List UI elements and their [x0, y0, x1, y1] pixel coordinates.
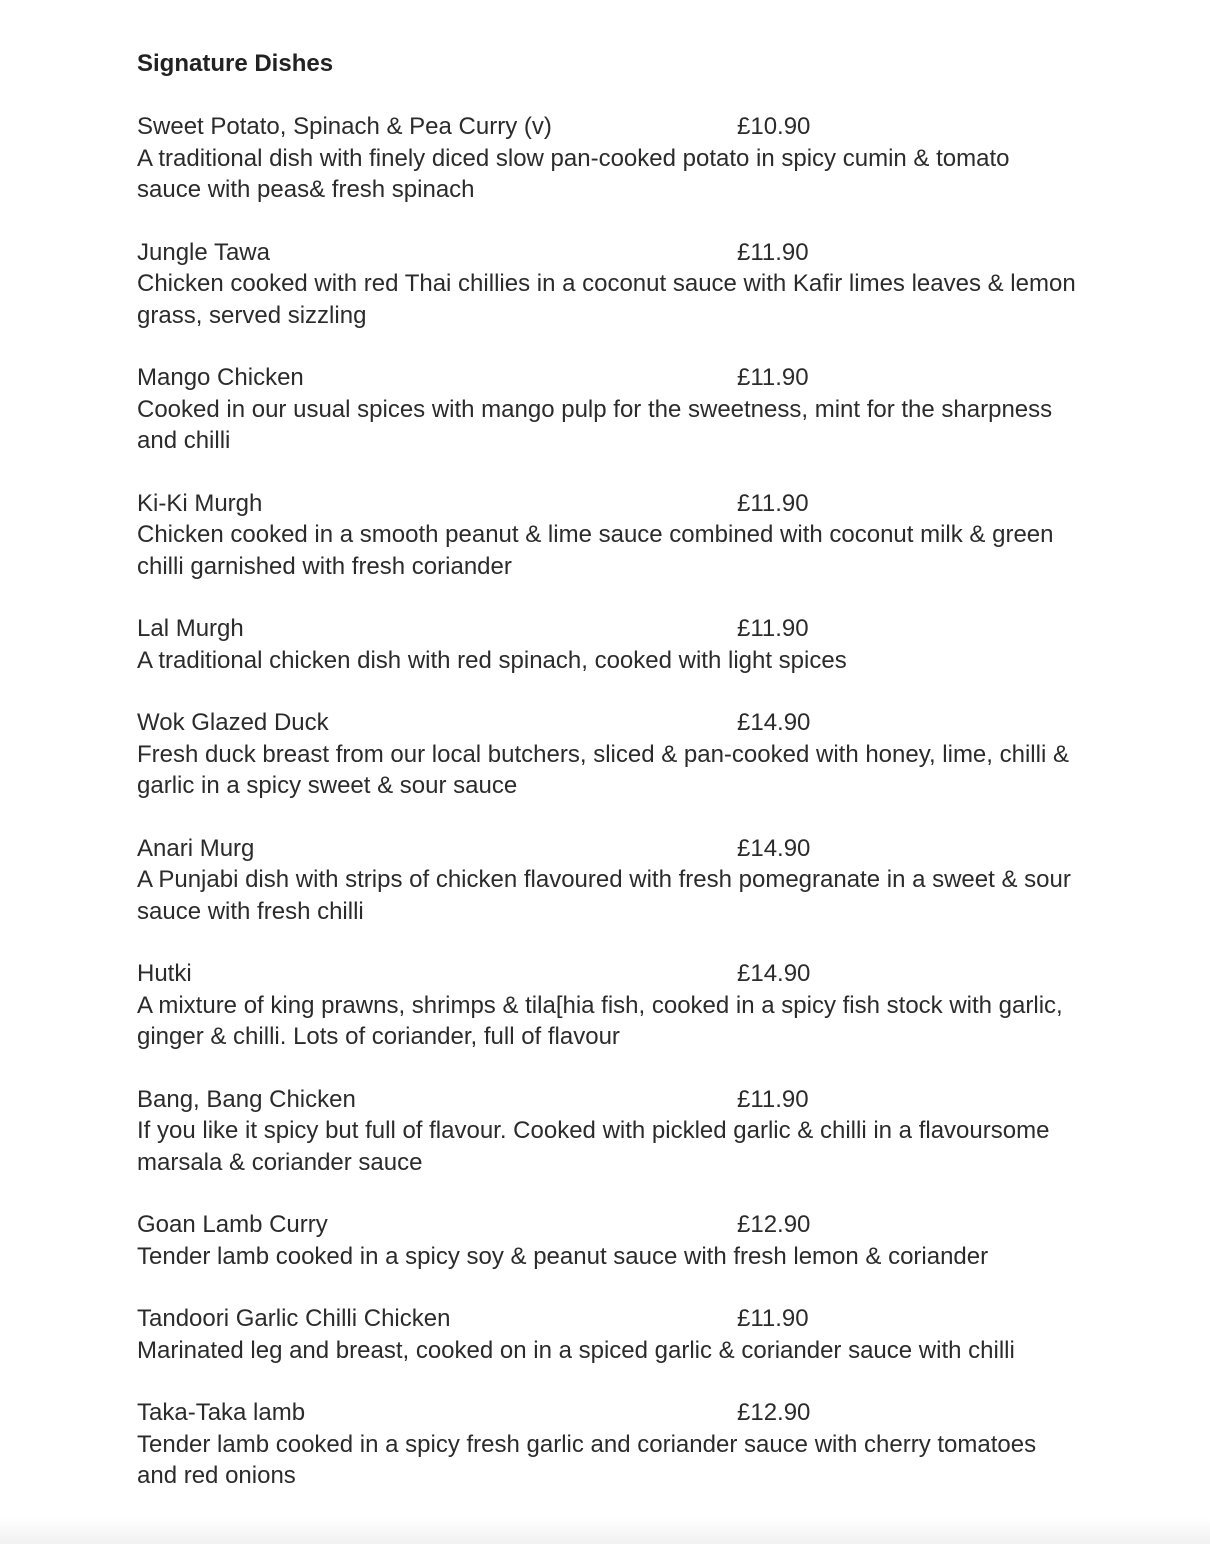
dish-header — [137, 1209, 1077, 1241]
dish-description: A mixture of king prawns, shrimps & tila[hia fish, cooked in a spicy fish stock with garlic, ginger & chilli. Lots of coriander, full of flavour — [137, 991, 1063, 1050]
dish-item — [137, 1084, 1077, 1179]
dish-header — [137, 958, 1077, 990]
dish-description: Chicken cooked in a smooth peanut & lime sauce combined with coconut milk & green chilli garnished with fresh coriander — [137, 521, 1054, 580]
dish-header — [137, 1397, 1077, 1429]
dish-description: Cooked in our usual spices with mango pulp for the sweetness, mint for the sharpness and chilli — [137, 395, 1053, 454]
dish-name: Bang, Bang Chicken — [137, 1085, 356, 1113]
section-title: Signature Dishes — [137, 50, 334, 77]
dish-name: Mango Chicken — [137, 364, 304, 391]
dish-item — [137, 613, 1077, 676]
dish-description: If you like it spicy but full of flavour. Cooked with pickled garlic & chilli in a flavoursome marsala & coriander sauce — [137, 1117, 1050, 1176]
dish-item — [137, 1397, 1077, 1492]
dish-header — [137, 833, 1077, 865]
dish-price: £12.90 — [737, 1211, 811, 1238]
dish-description: Tender lamb cooked in a spicy soy & peanut sauce with fresh lemon & coriander — [137, 1242, 989, 1270]
dish-header — [137, 362, 1077, 394]
dish-description: Tender lamb cooked in a spicy fresh garlic and coriander sauce with cherry tomatoes and red onions — [137, 1430, 1037, 1489]
dish-item — [137, 488, 1077, 583]
dish-item — [137, 833, 1077, 928]
dish-price: £11.90 — [737, 489, 809, 517]
dish-item — [137, 707, 1077, 802]
dish-price: £11.90 — [737, 1085, 809, 1113]
page-bottom-shadow — [0, 1518, 1210, 1544]
dish-header — [137, 488, 1077, 520]
dish-description: A traditional dish with finely diced slow pan-cooked potato in spicy cumin & tomato sauce with peas& fresh spinach — [137, 144, 1010, 203]
dish-description: Fresh duck breast from our local butchers, sliced & pan-cooked with honey, lime, chilli & garlic in a spicy sweet & sour sauce — [137, 740, 1069, 799]
dish-name: Ki-Ki Murgh — [137, 489, 263, 517]
dish-header — [137, 613, 1077, 645]
dish-header — [137, 111, 1077, 143]
dish-header — [137, 1303, 1077, 1335]
dish-name: Goan Lamb Curry — [137, 1211, 328, 1238]
dish-description: Chicken cooked with red Thai chillies in a coconut sauce with Kafir limes leaves & lemon grass, served sizzling — [137, 270, 1076, 329]
dish-price: £11.90 — [737, 615, 809, 642]
dish-name: Anari Murg — [137, 834, 255, 862]
dish-description: A traditional chicken dish with red spinach, cooked with light spices — [137, 646, 847, 674]
dish-name: Taka-Taka lamb — [137, 1399, 306, 1426]
dish-price: £11.90 — [737, 364, 809, 391]
dish-item — [137, 237, 1077, 332]
menu-page — [137, 48, 1077, 1523]
dish-price: £11.90 — [737, 238, 809, 266]
dish-header — [137, 1084, 1077, 1116]
dish-item — [137, 958, 1077, 1053]
dish-price: £14.90 — [737, 709, 811, 736]
dish-name: Tandoori Garlic Chilli Chicken — [137, 1305, 451, 1332]
dish-name: Jungle Tawa — [137, 238, 270, 266]
dish-price: £14.90 — [737, 960, 811, 987]
dish-description: Marinated leg and breast, cooked on in a spiced garlic & coriander sauce with chilli — [137, 1336, 1015, 1364]
dish-description: A Punjabi dish with strips of chicken flavoured with fresh pomegranate in a sweet & sour sauce with fresh chilli — [137, 866, 1071, 925]
dish-item — [137, 1303, 1077, 1366]
dish-price: £12.90 — [737, 1399, 811, 1426]
dish-item — [137, 1209, 1077, 1272]
dish-price: £14.90 — [737, 834, 811, 862]
dish-header — [137, 237, 1077, 269]
dish-item — [137, 362, 1077, 457]
dish-name: Hutki — [137, 960, 192, 987]
dish-price: £11.90 — [737, 1305, 809, 1332]
dish-name: Lal Murgh — [137, 615, 244, 642]
dish-item — [137, 111, 1077, 206]
dish-header — [137, 707, 1077, 739]
dish-price: £10.90 — [737, 113, 811, 140]
dish-name: Sweet Potato, Spinach & Pea Curry (v) — [137, 113, 552, 140]
dish-name: Wok Glazed Duck — [137, 709, 329, 736]
